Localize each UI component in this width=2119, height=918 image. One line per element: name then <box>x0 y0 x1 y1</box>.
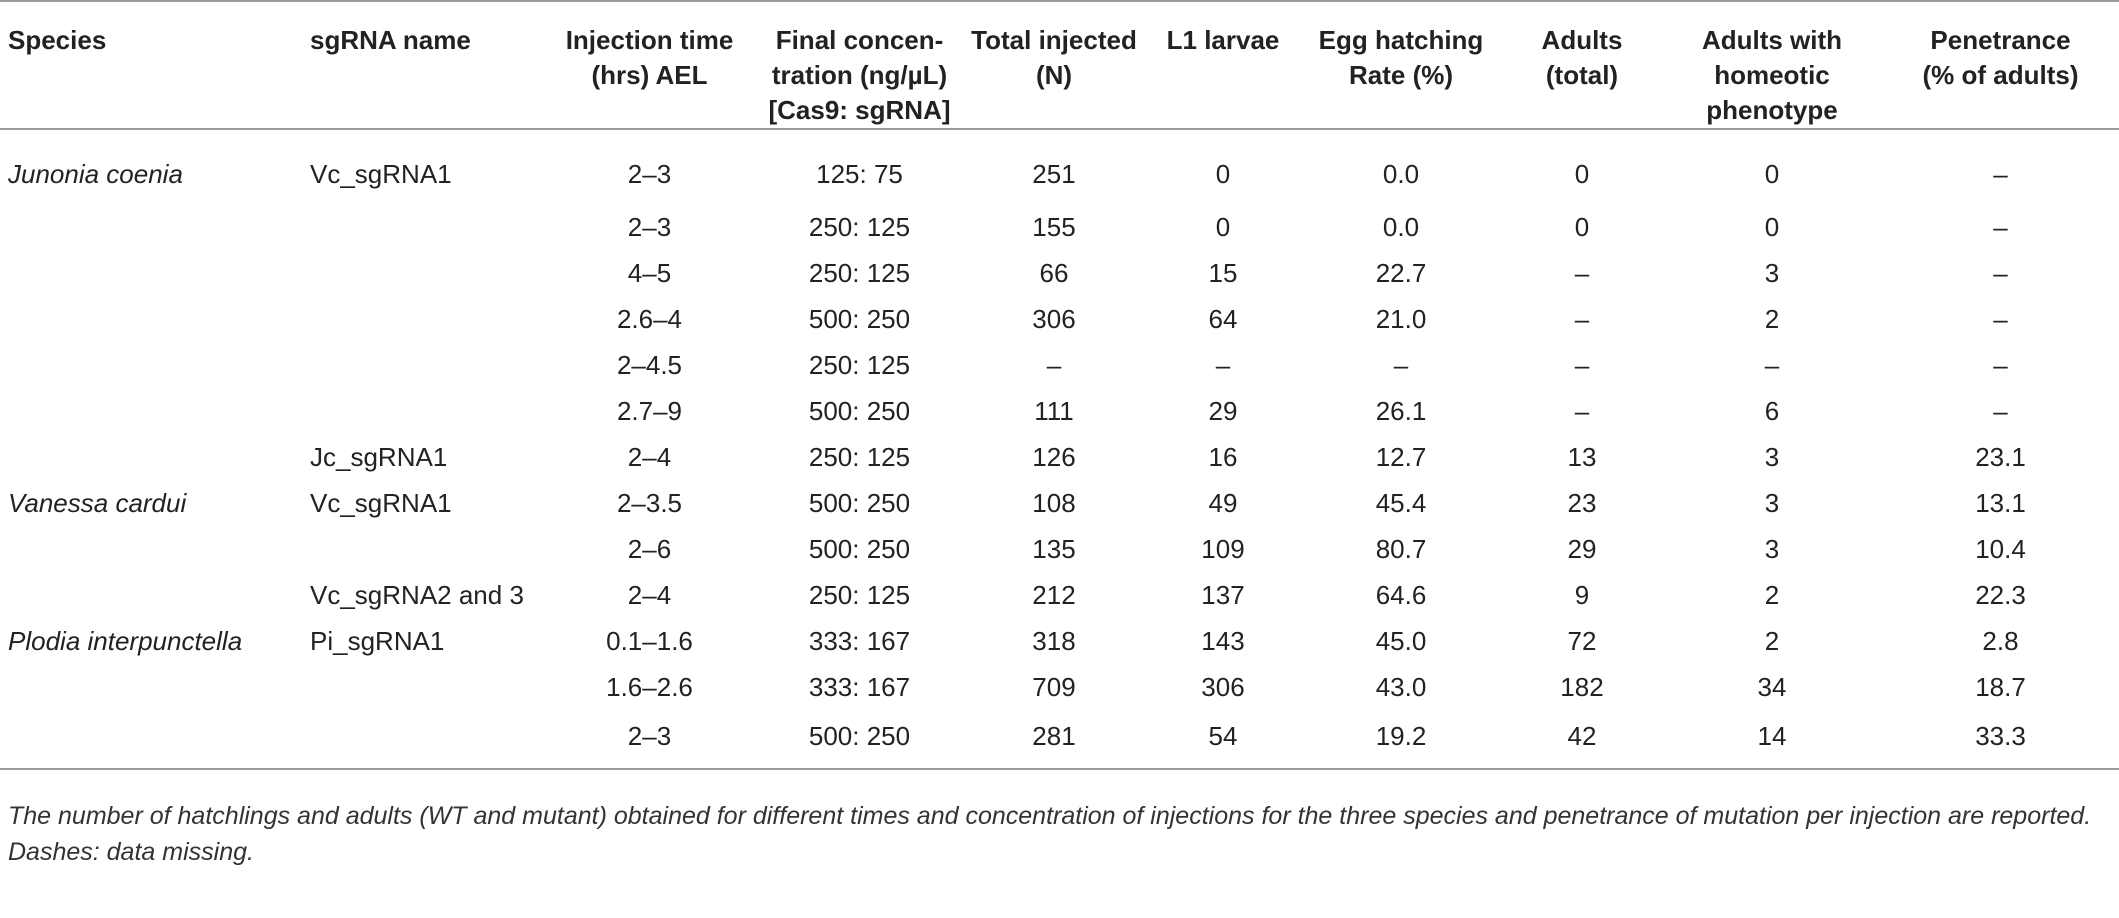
species-cell <box>0 388 302 434</box>
egg-hatching-rate-cell: 0.0 <box>1382 159 1420 189</box>
adults-total-cell: 23 <box>1567 488 1597 518</box>
sgrna-name-cell <box>302 526 542 572</box>
table-row <box>0 526 2119 572</box>
adults-total-cell: 72 <box>1567 626 1597 656</box>
species-cell <box>0 342 302 388</box>
species-header <box>0 1 302 129</box>
header-line: Adults with <box>1701 25 1843 55</box>
egg-hatching-rate-cell: 12.7 <box>1375 442 1427 472</box>
total-injected-cell: 126 <box>1032 442 1076 472</box>
injection-time-cell: 2–3 <box>627 212 672 242</box>
penetrance-cell: – <box>1993 258 2008 288</box>
total-injected-cell: 155 <box>1032 212 1076 242</box>
final-concentration-cell: 500: 250 <box>808 488 911 518</box>
penetrance-cell: – <box>1993 396 2008 426</box>
header-line: (% of adults) <box>1922 60 2079 90</box>
l1-larvae-cell: 143 <box>1201 626 1245 656</box>
species-cell <box>0 526 302 572</box>
species-cell: Junonia coenia <box>8 159 183 189</box>
table-row <box>0 618 2119 664</box>
total-injected-cell: 66 <box>1039 258 1069 288</box>
table-row <box>0 342 2119 388</box>
table-header <box>0 1 2119 129</box>
table-row <box>0 664 2119 710</box>
total-injected-cell: 281 <box>962 710 1146 769</box>
sgrna-name-cell: Pi_sgRNA1 <box>310 626 445 656</box>
species-cell <box>0 572 302 618</box>
l1-larvae-cell: 29 <box>1208 396 1238 426</box>
total-injected-header <box>962 1 1146 129</box>
sgrna-name-header <box>302 1 542 129</box>
adults-total-cell: – <box>1574 304 1590 334</box>
sgrna-name-cell: Vc_sgRNA1 <box>310 488 452 518</box>
injection-time-cell: 1.6–2.6 <box>606 672 693 702</box>
l1-larvae-cell: 306 <box>1201 672 1245 702</box>
species-cell <box>0 710 302 769</box>
adults-total-cell: 0 <box>1574 159 1590 189</box>
species-cell: Plodia interpunctella <box>8 626 243 656</box>
sgrna-name-cell: Vc_sgRNA1 <box>310 159 452 189</box>
l1-larvae-cell: 49 <box>1208 488 1238 518</box>
adults-total-cell: – <box>1574 396 1590 426</box>
table-row <box>0 250 2119 296</box>
species-cell <box>0 204 302 250</box>
egg-hatching-rate-cell: 0.0 <box>1382 212 1420 242</box>
egg-hatching-rate-cell: – <box>1393 350 1409 380</box>
total-injected-cell: 318 <box>1032 626 1076 656</box>
table-row <box>0 572 2119 618</box>
adults-homeotic-cell: 3 <box>1764 488 1780 518</box>
l1-larvae-cell: 15 <box>1208 258 1238 288</box>
adults-total-cell: 29 <box>1567 534 1597 564</box>
species-cell <box>0 250 302 296</box>
final-concentration-cell: 500: 250 <box>808 304 911 334</box>
final-concentration-cell: 500: 250 <box>808 534 911 564</box>
adults-total-cell: 13 <box>1567 442 1597 472</box>
sgrna-name-cell <box>302 664 542 710</box>
final-concentration-cell: 500: 250 <box>808 396 911 426</box>
injection-time-cell: 2.6–4 <box>616 304 683 334</box>
footnote-dashes: Dashes: data missing. <box>8 838 254 866</box>
egg-hatching-rate-cell: 45.0 <box>1375 626 1427 656</box>
final-concentration-cell: 333: 167 <box>808 626 911 656</box>
penetrance-cell: 22.3 <box>1975 580 2026 610</box>
penetrance-cell: 10.4 <box>1975 534 2026 564</box>
adults-homeotic-header <box>1662 1 1882 129</box>
injection-time-cell: 2–4 <box>627 442 672 472</box>
egg-hatching-rate-cell: 80.7 <box>1375 534 1427 564</box>
adults-homeotic-cell: – <box>1764 350 1780 380</box>
header-line: Penetrance <box>1930 25 2071 55</box>
penetrance-cell: – <box>1993 350 2008 380</box>
header-line: tration (ng/µL) <box>771 60 948 90</box>
injection-time-cell: 2–4 <box>627 580 672 610</box>
table-row <box>0 434 2119 480</box>
penetrance-cell: – <box>1993 304 2008 334</box>
header-line: Species <box>8 25 107 55</box>
adults-homeotic-cell: 2 <box>1764 580 1780 610</box>
sgrna-name-cell <box>302 296 542 342</box>
table-body <box>0 129 2119 769</box>
species-cell <box>0 296 302 342</box>
egg-hatching-rate-cell: 43.0 <box>1375 672 1427 702</box>
penetrance-cell: – <box>1993 159 2008 189</box>
species-cell <box>0 434 302 480</box>
final-concentration-cell: 250: 125 <box>808 258 911 288</box>
injection-time-cell: 2–3 <box>542 710 757 769</box>
adults-total-cell: 9 <box>1574 580 1590 610</box>
species-cell: Vanessa cardui <box>8 488 187 518</box>
injection-time-cell: 4–5 <box>627 258 672 288</box>
header-line: Final concen- <box>775 25 944 55</box>
adults-homeotic-cell: 14 <box>1662 710 1882 769</box>
table-row <box>0 388 2119 434</box>
table-row <box>0 296 2119 342</box>
total-injected-cell: 108 <box>1032 488 1076 518</box>
total-injected-cell: – <box>1046 350 1062 380</box>
l1-larvae-cell: 0 <box>1215 212 1231 242</box>
l1-larvae-cell: 16 <box>1208 442 1238 472</box>
adults-homeotic-cell: 3 <box>1764 442 1780 472</box>
footnote-description: The number of hatchlings and adults (WT and mutant) obtained for different times and concentration of injections for the three species and penetrance of mutation per injection are reported. <box>8 802 2092 830</box>
final-concentration-cell: 125: 75 <box>816 159 903 189</box>
penetrance-cell: – <box>1993 212 2008 242</box>
sgrna-name-cell <box>302 250 542 296</box>
adults-total-cell: – <box>1574 258 1590 288</box>
egg-hatching-rate-cell: 22.7 <box>1375 258 1427 288</box>
l1-larvae-cell: 109 <box>1201 534 1245 564</box>
adults-homeotic-cell: 3 <box>1764 534 1780 564</box>
final-concentration-cell: 250: 125 <box>808 580 911 610</box>
l1-larvae-cell: 137 <box>1201 580 1245 610</box>
sgrna-name-cell <box>302 204 542 250</box>
table-row <box>0 129 2119 204</box>
injection-time-cell: 2–4.5 <box>616 350 683 380</box>
final-concentration-cell: 500: 250 <box>757 710 962 769</box>
injection-time-header <box>542 1 757 129</box>
l1-larvae-cell: 64 <box>1208 304 1238 334</box>
adults-homeotic-cell: 0 <box>1764 159 1780 189</box>
penetrance-cell: 2.8 <box>1982 626 2019 656</box>
adults-total-cell: 42 <box>1502 710 1662 769</box>
total-injected-cell: 135 <box>1032 534 1076 564</box>
total-injected-cell: 306 <box>1032 304 1076 334</box>
injection-time-cell: 0.1–1.6 <box>606 626 693 656</box>
adults-homeotic-cell: 2 <box>1764 626 1780 656</box>
penetrance-cell: 23.1 <box>1975 442 2026 472</box>
header-line: [Cas9: sgRNA] <box>768 95 951 125</box>
injection-time-cell: 2–3 <box>627 159 672 189</box>
l1-larvae-header <box>1146 1 1300 129</box>
adults-homeotic-cell: 2 <box>1764 304 1780 334</box>
header-line: (N) <box>1035 60 1073 90</box>
penetrance-cell: 18.7 <box>1975 672 2026 702</box>
adults-total-header <box>1502 1 1662 129</box>
sgrna-name-cell: Jc_sgRNA1 <box>310 442 448 472</box>
penetrance-header <box>1882 1 2119 129</box>
header-line: Egg hatching <box>1318 25 1484 55</box>
egg-hatching-rate-header <box>1300 1 1502 129</box>
header-line: phenotype <box>1706 95 1838 125</box>
injection-time-cell: 2–3.5 <box>616 488 683 518</box>
header-line: Injection time <box>565 25 734 55</box>
total-injected-cell: 212 <box>1032 580 1076 610</box>
adults-homeotic-cell: 6 <box>1764 396 1780 426</box>
sgrna-name-cell <box>302 342 542 388</box>
penetrance-cell: 33.3 <box>1882 710 2119 769</box>
header-line: Rate (%) <box>1348 60 1453 90</box>
header-line: L1 larvae <box>1166 25 1280 55</box>
injection-time-cell: 2–6 <box>627 534 672 564</box>
table-row <box>0 204 2119 250</box>
species-cell <box>0 664 302 710</box>
header-line: sgRNA name <box>310 25 471 55</box>
header-line: (hrs) AEL <box>591 60 708 90</box>
final-concentration-cell: 250: 125 <box>808 350 911 380</box>
total-injected-cell: 251 <box>1032 159 1076 189</box>
egg-hatching-rate-cell: 26.1 <box>1375 396 1427 426</box>
injection-time-cell: 2.7–9 <box>616 396 683 426</box>
header-line: (total) <box>1545 60 1619 90</box>
adults-total-cell: 182 <box>1560 672 1604 702</box>
total-injected-cell: 709 <box>1032 672 1076 702</box>
penetrance-cell: 13.1 <box>1975 488 2026 518</box>
sgrna-name-cell <box>302 710 542 769</box>
header-line: Adults <box>1541 25 1623 55</box>
header-line: homeotic <box>1714 60 1830 90</box>
sgrna-name-cell: Vc_sgRNA2 and 3 <box>310 580 524 610</box>
final-concentration-header <box>757 1 962 129</box>
egg-hatching-rate-cell: 45.4 <box>1375 488 1427 518</box>
header-row <box>0 1 2119 129</box>
final-concentration-cell: 333: 167 <box>808 672 911 702</box>
l1-larvae-cell: – <box>1215 350 1231 380</box>
total-injected-cell: 111 <box>1034 396 1074 426</box>
egg-hatching-rate-cell: 64.6 <box>1375 580 1427 610</box>
final-concentration-cell: 250: 125 <box>808 442 911 472</box>
table-footnotes <box>8 798 2108 870</box>
l1-larvae-cell: 0 <box>1215 159 1231 189</box>
adults-homeotic-cell: 3 <box>1764 258 1780 288</box>
adults-total-cell: – <box>1574 350 1590 380</box>
adults-total-cell: 0 <box>1574 212 1590 242</box>
table-row <box>0 480 2119 526</box>
final-concentration-cell: 250: 125 <box>808 212 911 242</box>
header-line: Total injected <box>971 25 1137 55</box>
adults-homeotic-cell: 0 <box>1764 212 1780 242</box>
sgrna-name-cell <box>302 388 542 434</box>
egg-hatching-rate-cell: 19.2 <box>1300 710 1502 769</box>
l1-larvae-cell: 54 <box>1146 710 1300 769</box>
table-row <box>0 710 2119 769</box>
adults-homeotic-cell: 34 <box>1757 672 1787 702</box>
egg-hatching-rate-cell: 21.0 <box>1375 304 1427 334</box>
